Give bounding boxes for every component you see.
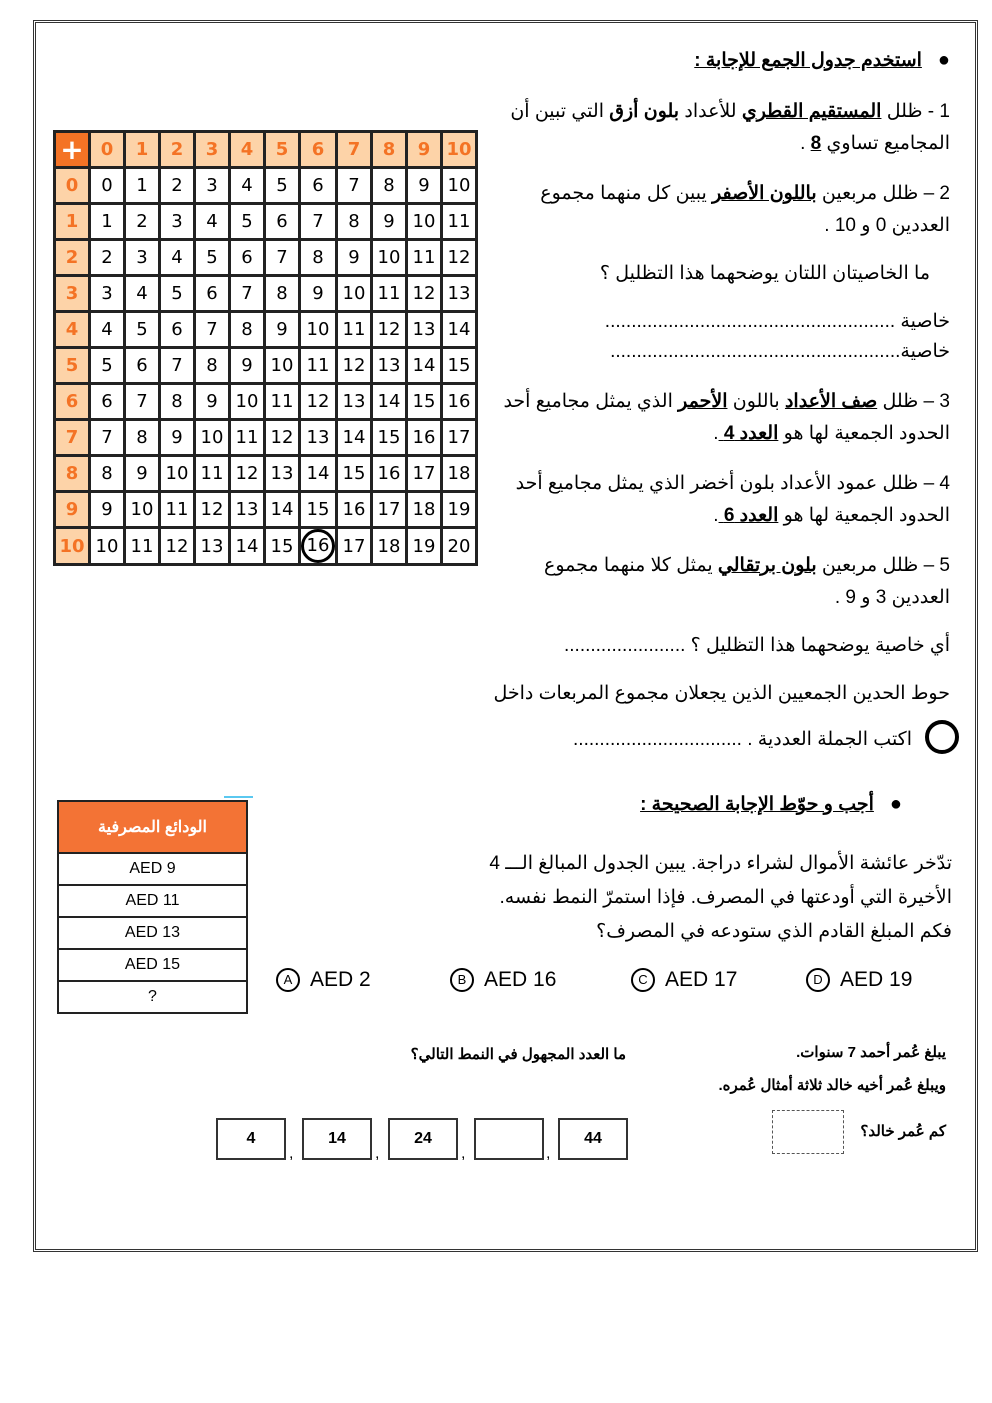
deposits-title: الودائع المصرفية: [58, 801, 247, 853]
row-header: 10: [55, 528, 90, 565]
question-3-line2: الحدود الجمعية لها هو العدد 4 .: [713, 423, 950, 444]
sum-cell[interactable]: 14: [442, 312, 477, 348]
problem-line1: تدّخر عائشة الأموال لشراء دراجة. يبين الجدول المبالغ الـــ 4: [489, 853, 952, 874]
sum-cell[interactable]: 7: [160, 348, 195, 384]
deposit-row: AED 15: [58, 949, 247, 981]
sum-cell[interactable]: 18: [372, 528, 407, 565]
column-header: 10: [442, 132, 477, 168]
sum-cell[interactable]: 17: [337, 528, 372, 565]
sum-cell[interactable]: 18: [442, 456, 477, 492]
sum-cell[interactable]: 14: [265, 492, 300, 528]
option-label: AED 16: [484, 968, 557, 991]
option-d[interactable]: [806, 968, 912, 992]
sum-cell[interactable]: 11: [300, 348, 337, 384]
sum-cell[interactable]: 11: [372, 276, 407, 312]
sum-cell[interactable]: 14: [337, 420, 372, 456]
sum-cell[interactable]: 10: [160, 456, 195, 492]
sum-cell[interactable]: 7: [265, 240, 300, 276]
sum-cell[interactable]: 15: [407, 384, 442, 420]
sum-cell[interactable]: 3: [90, 276, 125, 312]
question-3: 3 – ظلل صف الأعداد باللون الأحمر الذي يمثل مجاميع أحد: [503, 391, 950, 412]
age-question: كم عُمر خالد؟: [860, 1123, 946, 1140]
sum-cell[interactable]: 15: [300, 492, 337, 528]
sum-cell[interactable]: 7: [125, 384, 160, 420]
sum-cell[interactable]: 11: [230, 420, 265, 456]
question-2-line2: العددين 0 و 10 .: [824, 215, 950, 236]
sum-cell[interactable]: 15: [265, 528, 300, 565]
sum-cell[interactable]: 10: [195, 420, 230, 456]
sum-cell[interactable]: 2: [160, 168, 195, 204]
age-answer-box[interactable]: [772, 1110, 844, 1154]
table-row: [55, 348, 477, 384]
sum-cell[interactable]: 11: [160, 492, 195, 528]
sum-cell[interactable]: 14: [372, 384, 407, 420]
plus-icon: +: [55, 132, 90, 168]
sum-cell[interactable]: 9: [337, 240, 372, 276]
sum-cell[interactable]: 12: [407, 276, 442, 312]
sum-cell[interactable]: 4: [160, 240, 195, 276]
table-row: [55, 204, 477, 240]
sum-cell[interactable]: 13: [195, 528, 230, 565]
table-row: [55, 240, 477, 276]
row-header: 6: [55, 384, 90, 420]
table-row: [55, 276, 477, 312]
pattern-box: 4: [216, 1118, 286, 1160]
sum-cell[interactable]: 11: [195, 456, 230, 492]
sum-cell[interactable]: 5: [160, 276, 195, 312]
blue-mark: [224, 796, 253, 798]
sum-cell[interactable]: 0: [90, 168, 125, 204]
question-1-line2: المجاميع تساوي 8 .: [800, 133, 950, 154]
option-label: AED 17: [665, 968, 738, 991]
sum-cell[interactable]: 6: [90, 384, 125, 420]
sum-cell[interactable]: 15: [442, 348, 477, 384]
question-1: 1 - ظلل المستقيم القطري للأعداد بلون أزق التي تبين أن: [510, 101, 950, 122]
sum-cell[interactable]: 14: [230, 528, 265, 565]
problem-line3: فكم المبلغ القادم الذي ستودعه في المصرف؟: [596, 921, 952, 942]
row-header: 7: [55, 420, 90, 456]
pattern-comma: ,: [461, 1145, 466, 1162]
sum-cell[interactable]: 9: [372, 204, 407, 240]
sum-cell[interactable]: 17: [407, 456, 442, 492]
question-4: 4 – ظلل عمود الأعداد بلون أخضر الذي يمثل مجاميع أحد: [515, 473, 950, 494]
sum-cell[interactable]: 8: [265, 276, 300, 312]
pattern-answer-box[interactable]: [474, 1118, 544, 1160]
sum-cell[interactable]: 8: [372, 168, 407, 204]
sum-cell[interactable]: 16: [407, 420, 442, 456]
sum-cell[interactable]: 15: [337, 456, 372, 492]
sum-cell[interactable]: 12: [230, 456, 265, 492]
row-header: 4: [55, 312, 90, 348]
sum-cell[interactable]: 3: [125, 240, 160, 276]
sum-cell[interactable]: 10: [230, 384, 265, 420]
sum-cell[interactable]: 10: [407, 204, 442, 240]
sum-cell[interactable]: 19: [442, 492, 477, 528]
sum-cell[interactable]: 7: [90, 420, 125, 456]
sum-cell[interactable]: 6: [125, 348, 160, 384]
column-header: 6: [300, 132, 337, 168]
sum-cell[interactable]: 11: [265, 384, 300, 420]
sum-cell[interactable]: 12: [442, 240, 477, 276]
sum-cell[interactable]: 11: [337, 312, 372, 348]
deposit-row: AED 11: [58, 885, 247, 917]
sum-cell[interactable]: 10: [300, 312, 337, 348]
row-header: 9: [55, 492, 90, 528]
sum-cell[interactable]: 9: [265, 312, 300, 348]
option-letter-circle: C: [631, 968, 655, 992]
sum-cell[interactable]: 9: [407, 168, 442, 204]
row-header: 3: [55, 276, 90, 312]
section2-heading: ●أجب و حوّط الإجابة الصحيحة :: [640, 793, 902, 815]
column-header: 4: [230, 132, 265, 168]
sum-cell[interactable]: 12: [160, 528, 195, 565]
sum-cell[interactable]: 13: [442, 276, 477, 312]
option-letter-circle: A: [276, 968, 300, 992]
sum-cell[interactable]: 11: [125, 528, 160, 565]
sum-cell[interactable]: 10: [90, 528, 125, 565]
row-header: 5: [55, 348, 90, 384]
deposit-row: AED 9: [58, 853, 247, 885]
sum-cell[interactable]: 10: [125, 492, 160, 528]
sum-cell[interactable]: 8: [300, 240, 337, 276]
column-header: 5: [265, 132, 300, 168]
sum-cell[interactable]: 17: [372, 492, 407, 528]
sum-cell[interactable]: 5: [90, 348, 125, 384]
sum-cell[interactable]: 7: [337, 168, 372, 204]
question-5-line2: العددين 3 و 9 .: [834, 587, 950, 608]
sum-cell[interactable]: 13: [337, 384, 372, 420]
column-header: 3: [195, 132, 230, 168]
option-label: AED 2: [310, 968, 371, 991]
sum-cell[interactable]: 9: [230, 348, 265, 384]
sum-cell[interactable]: 11: [407, 240, 442, 276]
sum-cell[interactable]: 14: [300, 456, 337, 492]
sum-cell[interactable]: 12: [300, 384, 337, 420]
sum-cell[interactable]: 3: [195, 168, 230, 204]
option-b[interactable]: [450, 968, 556, 992]
sum-cell[interactable]: 12: [195, 492, 230, 528]
sum-cell[interactable]: 19: [407, 528, 442, 565]
option-letter-circle: B: [450, 968, 474, 992]
question-6: حوط الحدين الجمعيين الذين يجعلان مجموع المربعات داخل: [493, 683, 950, 704]
sum-cell[interactable]: 8: [125, 420, 160, 456]
question-6-line2[interactable]: اكتب الجملة العددية . ................................: [573, 729, 912, 750]
sum-cell[interactable]: 4: [125, 276, 160, 312]
question-5-prompt[interactable]: أي خاصية يوضحهما هذا التظليل ؟ .......................: [563, 635, 950, 656]
table-row: [55, 168, 477, 204]
age-line2: ويبلغ عُمر أخيه خالد ثلاثة أمثال عُمره.: [718, 1077, 946, 1094]
sum-cell[interactable]: 9: [160, 420, 195, 456]
circled-sum: 16: [301, 529, 335, 563]
sum-cell[interactable]: 9: [90, 492, 125, 528]
sum-cell[interactable]: 2: [125, 204, 160, 240]
sum-cell[interactable]: 20: [442, 528, 477, 565]
sum-cell[interactable]: 14: [407, 348, 442, 384]
sum-cell[interactable]: 6: [230, 240, 265, 276]
sum-cell[interactable]: 13: [300, 420, 337, 456]
sum-cell[interactable]: 7: [230, 276, 265, 312]
sum-cell[interactable]: 12: [372, 312, 407, 348]
sum-cell[interactable]: 12: [337, 348, 372, 384]
question-2-prompt: ما الخاصيتان اللتان يوضحهما هذا التظليل ؟: [599, 263, 930, 284]
deposit-row: AED 13: [58, 917, 247, 949]
option-letter-circle: D: [806, 968, 830, 992]
pattern-comma: ,: [546, 1145, 551, 1162]
property-2-blank[interactable]: خاصية.......................................................: [610, 341, 950, 362]
option-c[interactable]: [631, 968, 737, 992]
section1-heading: ●استخدم جدول الجمع للإجابة :: [694, 49, 950, 71]
sum-cell[interactable]: 8: [160, 384, 195, 420]
row-header: 1: [55, 204, 90, 240]
pattern-box: 14: [302, 1118, 372, 1160]
sum-cell[interactable]: 16: [372, 456, 407, 492]
sum-cell[interactable]: 10: [442, 168, 477, 204]
table-row: [55, 456, 477, 492]
column-header: 0: [90, 132, 125, 168]
sum-cell[interactable]: 4: [90, 312, 125, 348]
sum-cell[interactable]: 13: [265, 456, 300, 492]
question-2: 2 – ظلل مربعين باللون الأصفر يبين كل منهما مجموع: [540, 183, 950, 204]
pattern-box: 24: [388, 1118, 458, 1160]
sum-cell[interactable]: 9: [195, 384, 230, 420]
row-header: 8: [55, 456, 90, 492]
row-header: 2: [55, 240, 90, 276]
sum-cell[interactable]: 16: [337, 492, 372, 528]
question-4-line2: الحدود الجمعية لها هو العدد 6 .: [713, 505, 950, 526]
pattern-question: ما العدد المجهول في النمط التالي؟: [410, 1046, 626, 1063]
sum-cell[interactable]: 8: [195, 348, 230, 384]
sum-cell[interactable]: 10: [265, 348, 300, 384]
sum-cell[interactable]: 6: [195, 276, 230, 312]
sum-cell[interactable]: 10: [337, 276, 372, 312]
sum-cell[interactable]: [300, 528, 337, 565]
circle-symbol: [925, 720, 959, 754]
sum-cell[interactable]: 4: [230, 168, 265, 204]
sum-cell[interactable]: 9: [300, 276, 337, 312]
sum-cell[interactable]: 8: [90, 456, 125, 492]
row-header: 0: [55, 168, 90, 204]
property-1-blank[interactable]: خاصية .......................................................: [604, 311, 950, 332]
sum-cell[interactable]: 8: [337, 204, 372, 240]
sum-cell[interactable]: 13: [230, 492, 265, 528]
sum-cell[interactable]: 17: [442, 420, 477, 456]
table-row: [55, 384, 477, 420]
column-header: 7: [337, 132, 372, 168]
sum-cell[interactable]: 15: [372, 420, 407, 456]
sum-cell[interactable]: 1: [125, 168, 160, 204]
sum-cell[interactable]: 18: [407, 492, 442, 528]
sum-cell[interactable]: 6: [160, 312, 195, 348]
sum-cell[interactable]: 11: [442, 204, 477, 240]
sum-cell[interactable]: 8: [230, 312, 265, 348]
sum-cell[interactable]: 7: [195, 312, 230, 348]
sum-cell[interactable]: 5: [265, 168, 300, 204]
sum-cell[interactable]: 5: [195, 240, 230, 276]
table-row: [55, 420, 477, 456]
column-header: 9: [407, 132, 442, 168]
sum-cell[interactable]: 12: [265, 420, 300, 456]
age-line1: يبلغ عُمر أحمد 7 سنوات.: [796, 1044, 946, 1061]
deposits-table: [57, 800, 248, 1014]
table-row: [55, 528, 477, 565]
sum-cell[interactable]: 10: [372, 240, 407, 276]
pattern-comma: ,: [375, 1145, 380, 1162]
sum-cell[interactable]: 9: [125, 456, 160, 492]
column-header: 1: [125, 132, 160, 168]
question-5: 5 – ظلل مربعين بلون برتقالي يمثل كلا منهما مجموع: [543, 555, 950, 576]
sum-cell[interactable]: 5: [125, 312, 160, 348]
sum-cell[interactable]: 16: [442, 384, 477, 420]
deposit-row-unknown: ?: [58, 981, 247, 1013]
addition-table: [53, 130, 478, 566]
sum-cell[interactable]: 3: [160, 204, 195, 240]
option-label: AED 19: [840, 968, 913, 991]
sum-cell[interactable]: 1: [90, 204, 125, 240]
sum-cell[interactable]: 6: [265, 204, 300, 240]
pattern-comma: ,: [289, 1145, 294, 1162]
table-row: [55, 492, 477, 528]
sum-cell[interactable]: 13: [372, 348, 407, 384]
sum-cell[interactable]: 4: [195, 204, 230, 240]
table-row: [55, 312, 477, 348]
column-header: 8: [372, 132, 407, 168]
pattern-box: 44: [558, 1118, 628, 1160]
sum-cell[interactable]: 2: [90, 240, 125, 276]
option-a[interactable]: [276, 968, 371, 992]
problem-line2: الأخيرة التي أودعتها في المصرف. فإذا استمرّ النمط نفسه.: [499, 887, 952, 908]
sum-cell[interactable]: 6: [300, 168, 337, 204]
sum-cell[interactable]: 7: [300, 204, 337, 240]
column-header: 2: [160, 132, 195, 168]
sum-cell[interactable]: 5: [230, 204, 265, 240]
sum-cell[interactable]: 13: [407, 312, 442, 348]
